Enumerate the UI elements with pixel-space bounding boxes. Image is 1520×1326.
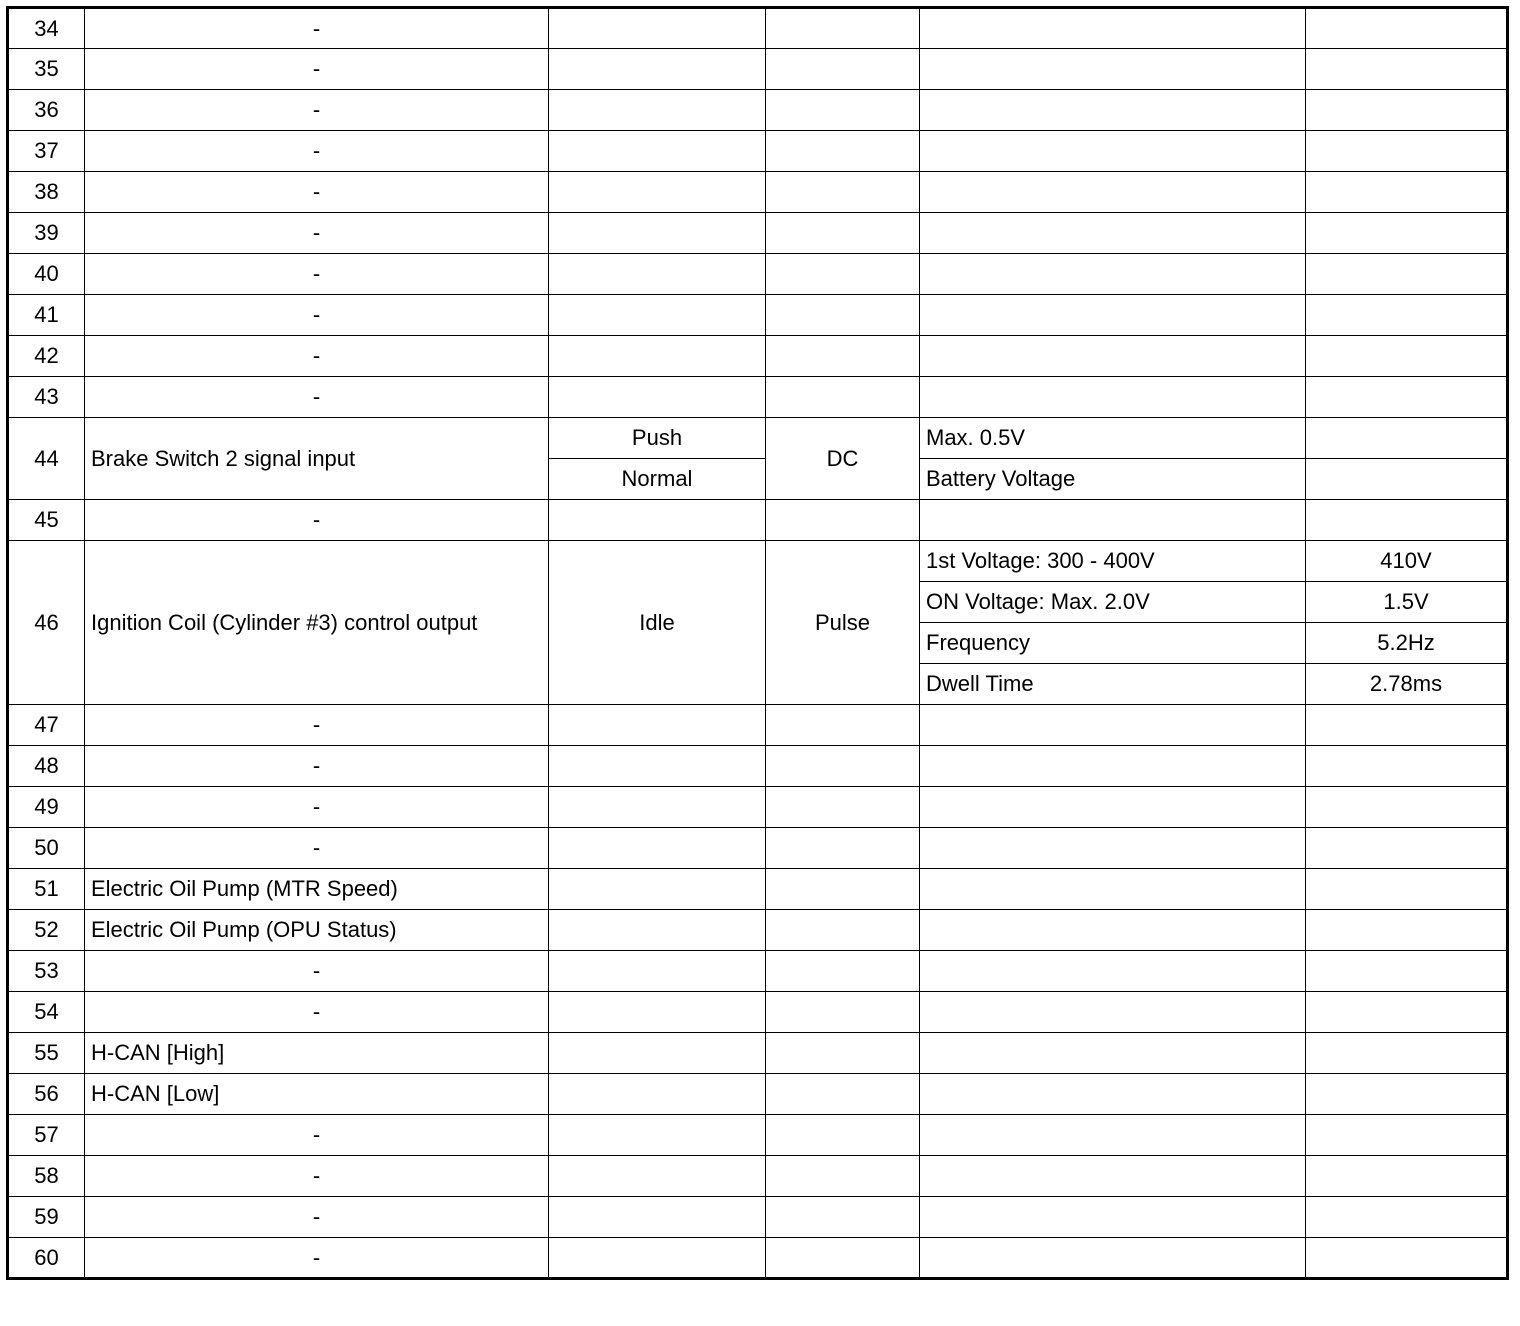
check-condition	[549, 787, 766, 828]
table-row	[8, 49, 1508, 90]
pin-number: 42	[8, 336, 85, 377]
check-condition	[549, 1074, 766, 1115]
signal-type	[766, 705, 920, 746]
pin-description: -	[85, 8, 549, 49]
table-row	[8, 1115, 1508, 1156]
pin-description: -	[85, 705, 549, 746]
table-row	[8, 172, 1508, 213]
measured-value	[1306, 746, 1508, 787]
pin-number: 36	[8, 90, 85, 131]
check-condition	[549, 254, 766, 295]
specification	[920, 49, 1306, 90]
pin-description: -	[85, 1156, 549, 1197]
pin-description: -	[85, 90, 549, 131]
specification	[920, 1156, 1306, 1197]
pin-description: -	[85, 336, 549, 377]
measured-value	[1306, 828, 1508, 869]
pin-number: 59	[8, 1197, 85, 1238]
check-condition	[549, 951, 766, 992]
pin-number: 41	[8, 295, 85, 336]
table-row	[8, 1197, 1508, 1238]
pin-number: 46	[8, 541, 85, 705]
pin-description: -	[85, 1197, 549, 1238]
measured-value	[1306, 787, 1508, 828]
pin-description: -	[85, 787, 549, 828]
measured-value	[1306, 8, 1508, 49]
signal-type	[766, 213, 920, 254]
table-row	[8, 500, 1508, 541]
measured-value	[1306, 131, 1508, 172]
specification	[920, 8, 1306, 49]
check-condition	[549, 295, 766, 336]
table-row	[8, 541, 1508, 582]
pin-description: -	[85, 254, 549, 295]
specification: Max. 0.5V	[920, 418, 1306, 459]
check-condition	[549, 500, 766, 541]
check-condition: Push	[549, 418, 766, 459]
pin-description: -	[85, 49, 549, 90]
pin-description: -	[85, 213, 549, 254]
pin-table	[6, 6, 1509, 1280]
measured-value	[1306, 1238, 1508, 1279]
measured-value	[1306, 377, 1508, 418]
pin-description: -	[85, 951, 549, 992]
specification	[920, 1074, 1306, 1115]
specification	[920, 746, 1306, 787]
check-condition	[549, 910, 766, 951]
pin-description: -	[85, 746, 549, 787]
table-row	[8, 746, 1508, 787]
table-row	[8, 213, 1508, 254]
specification	[920, 951, 1306, 992]
table-row	[8, 910, 1508, 951]
table-row	[8, 336, 1508, 377]
pin-description: Ignition Coil (Cylinder #3) control output	[85, 541, 549, 705]
pin-number: 39	[8, 213, 85, 254]
measured-value	[1306, 869, 1508, 910]
check-condition: Normal	[549, 459, 766, 500]
measured-value	[1306, 90, 1508, 131]
measured-value	[1306, 213, 1508, 254]
signal-type	[766, 1074, 920, 1115]
specification	[920, 336, 1306, 377]
specification	[920, 172, 1306, 213]
specification	[920, 295, 1306, 336]
specification	[920, 131, 1306, 172]
table-row	[8, 131, 1508, 172]
specification	[920, 705, 1306, 746]
table-row	[8, 377, 1508, 418]
signal-type	[766, 336, 920, 377]
signal-type	[766, 90, 920, 131]
pin-number: 60	[8, 1238, 85, 1279]
measured-value	[1306, 705, 1508, 746]
pin-number: 45	[8, 500, 85, 541]
pin-description: -	[85, 172, 549, 213]
specification	[920, 828, 1306, 869]
pin-number: 52	[8, 910, 85, 951]
measured-value	[1306, 336, 1508, 377]
specification: Battery Voltage	[920, 459, 1306, 500]
specification	[920, 1033, 1306, 1074]
specification: ON Voltage: Max. 2.0V	[920, 582, 1306, 623]
measured-value	[1306, 1033, 1508, 1074]
specification	[920, 1197, 1306, 1238]
signal-type	[766, 1238, 920, 1279]
signal-type	[766, 1115, 920, 1156]
pin-number: 43	[8, 377, 85, 418]
signal-type: Pulse	[766, 541, 920, 705]
table-row	[8, 951, 1508, 992]
specification	[920, 500, 1306, 541]
signal-type	[766, 49, 920, 90]
pin-description: Brake Switch 2 signal input	[85, 418, 549, 500]
signal-type: DC	[766, 418, 920, 500]
signal-type	[766, 951, 920, 992]
check-condition	[549, 49, 766, 90]
check-condition	[549, 828, 766, 869]
signal-type	[766, 1156, 920, 1197]
table-row	[8, 1156, 1508, 1197]
pin-number: 53	[8, 951, 85, 992]
specification	[920, 213, 1306, 254]
table-row	[8, 787, 1508, 828]
signal-type	[766, 254, 920, 295]
signal-type	[766, 131, 920, 172]
pin-number: 51	[8, 869, 85, 910]
measured-value	[1306, 1115, 1508, 1156]
pin-description: -	[85, 295, 549, 336]
measured-value	[1306, 172, 1508, 213]
pin-number: 56	[8, 1074, 85, 1115]
check-condition	[549, 1033, 766, 1074]
check-condition	[549, 377, 766, 418]
pin-description: -	[85, 500, 549, 541]
specification	[920, 254, 1306, 295]
check-condition	[549, 172, 766, 213]
pin-description: -	[85, 1238, 549, 1279]
measured-value	[1306, 49, 1508, 90]
signal-type	[766, 377, 920, 418]
pin-number: 44	[8, 418, 85, 500]
pin-description: Electric Oil Pump (MTR Speed)	[85, 869, 549, 910]
check-condition	[549, 992, 766, 1033]
pin-description: -	[85, 1115, 549, 1156]
measured-value: 1.5V	[1306, 582, 1508, 623]
pin-number: 49	[8, 787, 85, 828]
specification	[920, 90, 1306, 131]
signal-type	[766, 1197, 920, 1238]
pin-number: 50	[8, 828, 85, 869]
pin-number: 57	[8, 1115, 85, 1156]
pin-description: -	[85, 828, 549, 869]
measured-value	[1306, 992, 1508, 1033]
pin-number: 35	[8, 49, 85, 90]
table-row	[8, 254, 1508, 295]
check-condition	[549, 1156, 766, 1197]
specification	[920, 787, 1306, 828]
measured-value	[1306, 1074, 1508, 1115]
check-condition	[549, 746, 766, 787]
pin-number: 47	[8, 705, 85, 746]
table-row	[8, 8, 1508, 49]
check-condition	[549, 1115, 766, 1156]
table-row	[8, 705, 1508, 746]
measured-value	[1306, 295, 1508, 336]
check-condition	[549, 869, 766, 910]
measured-value	[1306, 500, 1508, 541]
pin-description: -	[85, 992, 549, 1033]
check-condition	[549, 1197, 766, 1238]
check-condition	[549, 705, 766, 746]
check-condition	[549, 213, 766, 254]
signal-type	[766, 910, 920, 951]
measured-value	[1306, 1197, 1508, 1238]
check-condition	[549, 131, 766, 172]
measured-value	[1306, 951, 1508, 992]
specification: Frequency	[920, 623, 1306, 664]
table-row	[8, 828, 1508, 869]
check-condition: Idle	[549, 541, 766, 705]
check-condition	[549, 1238, 766, 1279]
specification	[920, 910, 1306, 951]
signal-type	[766, 869, 920, 910]
check-condition	[549, 90, 766, 131]
measured-value: 410V	[1306, 541, 1508, 582]
table-row	[8, 418, 1508, 459]
check-condition	[549, 336, 766, 377]
table-row	[8, 90, 1508, 131]
pin-number: 48	[8, 746, 85, 787]
signal-type	[766, 295, 920, 336]
signal-type	[766, 787, 920, 828]
specification	[920, 992, 1306, 1033]
signal-type	[766, 1033, 920, 1074]
measured-value	[1306, 459, 1508, 500]
pin-description: H-CAN [Low]	[85, 1074, 549, 1115]
table-row	[8, 295, 1508, 336]
pin-description: H-CAN [High]	[85, 1033, 549, 1074]
pin-number: 34	[8, 8, 85, 49]
table-row	[8, 1074, 1508, 1115]
measured-value	[1306, 1156, 1508, 1197]
pin-table-body	[8, 8, 1508, 1279]
pin-number: 55	[8, 1033, 85, 1074]
measured-value	[1306, 254, 1508, 295]
pin-number: 38	[8, 172, 85, 213]
pin-number: 40	[8, 254, 85, 295]
signal-type	[766, 828, 920, 869]
measured-value: 2.78ms	[1306, 664, 1508, 705]
pin-number: 54	[8, 992, 85, 1033]
signal-type	[766, 500, 920, 541]
pin-number: 37	[8, 131, 85, 172]
signal-type	[766, 992, 920, 1033]
pin-description: Electric Oil Pump (OPU Status)	[85, 910, 549, 951]
specification	[920, 377, 1306, 418]
specification: Dwell Time	[920, 664, 1306, 705]
pin-number: 58	[8, 1156, 85, 1197]
signal-type	[766, 172, 920, 213]
measured-value	[1306, 910, 1508, 951]
table-row	[8, 1238, 1508, 1279]
measured-value: 5.2Hz	[1306, 623, 1508, 664]
pin-description: -	[85, 377, 549, 418]
table-row	[8, 992, 1508, 1033]
specification	[920, 869, 1306, 910]
pin-description: -	[85, 131, 549, 172]
signal-type	[766, 8, 920, 49]
specification	[920, 1115, 1306, 1156]
table-row	[8, 869, 1508, 910]
specification	[920, 1238, 1306, 1279]
signal-type	[766, 746, 920, 787]
check-condition	[549, 8, 766, 49]
table-row	[8, 1033, 1508, 1074]
specification: 1st Voltage: 300 - 400V	[920, 541, 1306, 582]
measured-value	[1306, 418, 1508, 459]
